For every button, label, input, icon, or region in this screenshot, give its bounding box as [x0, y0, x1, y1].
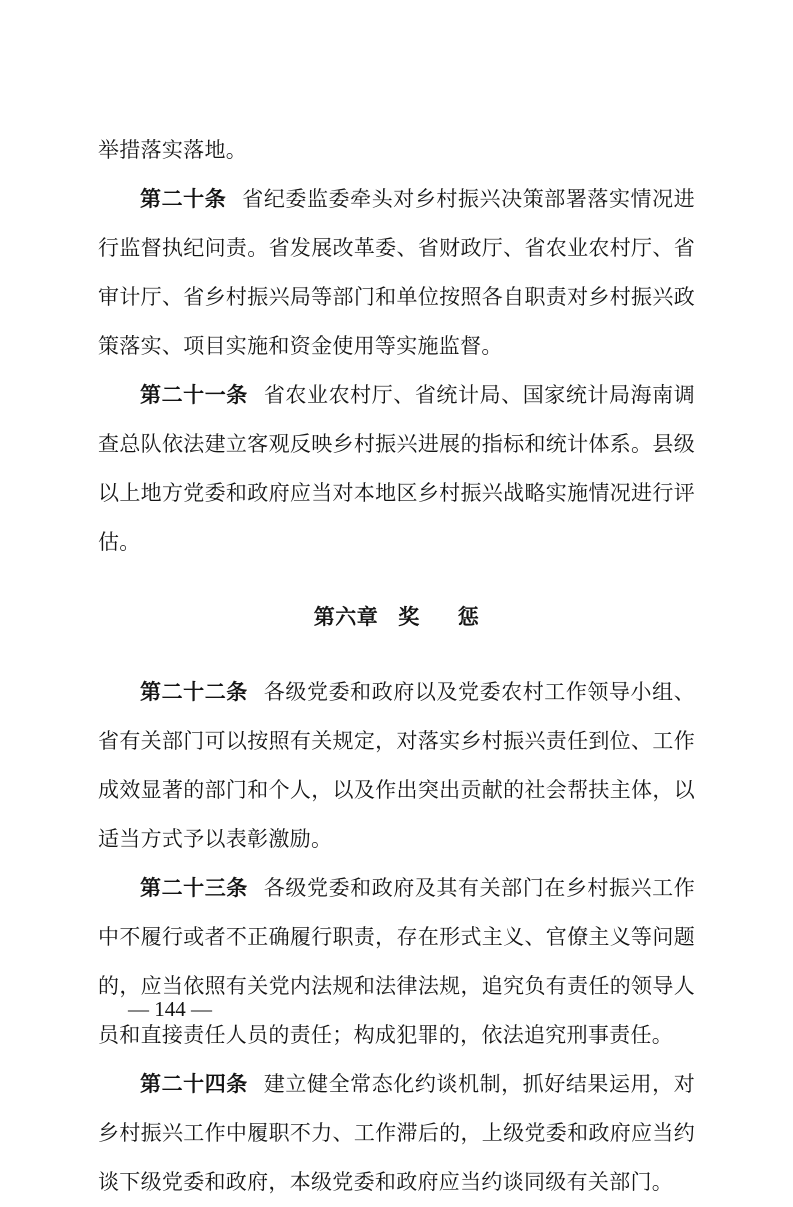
article-text: 各级党委和政府及其有关部门在乡村振兴工作中不履行或者不正确履行职责，存在形式主义、官僚主义等问题的，应当依照有关党内法规和法律法规，追究负有责任的领导人员和直接责任人员的责任；构成犯罪的，依法追究刑事责任。 — [98, 876, 696, 1047]
chapter-title-char-1: 奖 — [398, 605, 420, 629]
paragraph-continuation — [98, 126, 695, 175]
article-heading: 第二十二条 — [140, 680, 248, 704]
chapter-heading — [98, 593, 695, 642]
article-24 — [98, 1060, 695, 1207]
chapter-number: 第六章 — [313, 605, 379, 629]
article-23 — [98, 864, 695, 1060]
page-number: — 144 — — [128, 997, 212, 1021]
article-20 — [98, 175, 695, 371]
article-text: 各级党委和政府以及党委农村工作领导小组、省有关部门可以按照有关规定，对落实乡村振兴责任到位、工作成效显著的部门和个人，以及作出突出贡献的社会帮扶主体，以适当方式予以表彰激励。 — [98, 680, 696, 851]
article-22 — [98, 668, 695, 864]
article-21 — [98, 371, 695, 567]
article-heading: 第二十条 — [140, 187, 227, 211]
document-body — [98, 126, 695, 1207]
chapter-title-char-2: 惩 — [457, 605, 480, 629]
article-heading: 第二十三条 — [140, 876, 248, 900]
paragraph-text: 举措落实落地。 — [98, 138, 248, 162]
article-heading: 第二十一条 — [140, 383, 248, 407]
article-heading: 第二十四条 — [140, 1072, 248, 1096]
article-text: 省农业农村厅、省统计局、国家统计局海南调查总队依法建立客观反映乡村振兴进展的指标和统计体系。县级以上地方党委和政府应当对本地区乡村振兴战略实施情况进行评估。 — [98, 383, 696, 554]
article-text: 建立健全常态化约谈机制，抓好结果运用，对乡村振兴工作中履职不力、工作滞后的，上级党委和政府应当约谈下级党委和政府，本级党委和政府应当约谈同级有关部门。 — [98, 1072, 696, 1194]
article-text: 省纪委监委牵头对乡村振兴决策部署落实情况进行监督执纪问责。省发展改革委、省财政厅、省农业农村厅、省审计厅、省乡村振兴局等部门和单位按照各自职责对乡村振兴政策落实、项目实施和资金使用等实施监督。 — [98, 187, 695, 358]
